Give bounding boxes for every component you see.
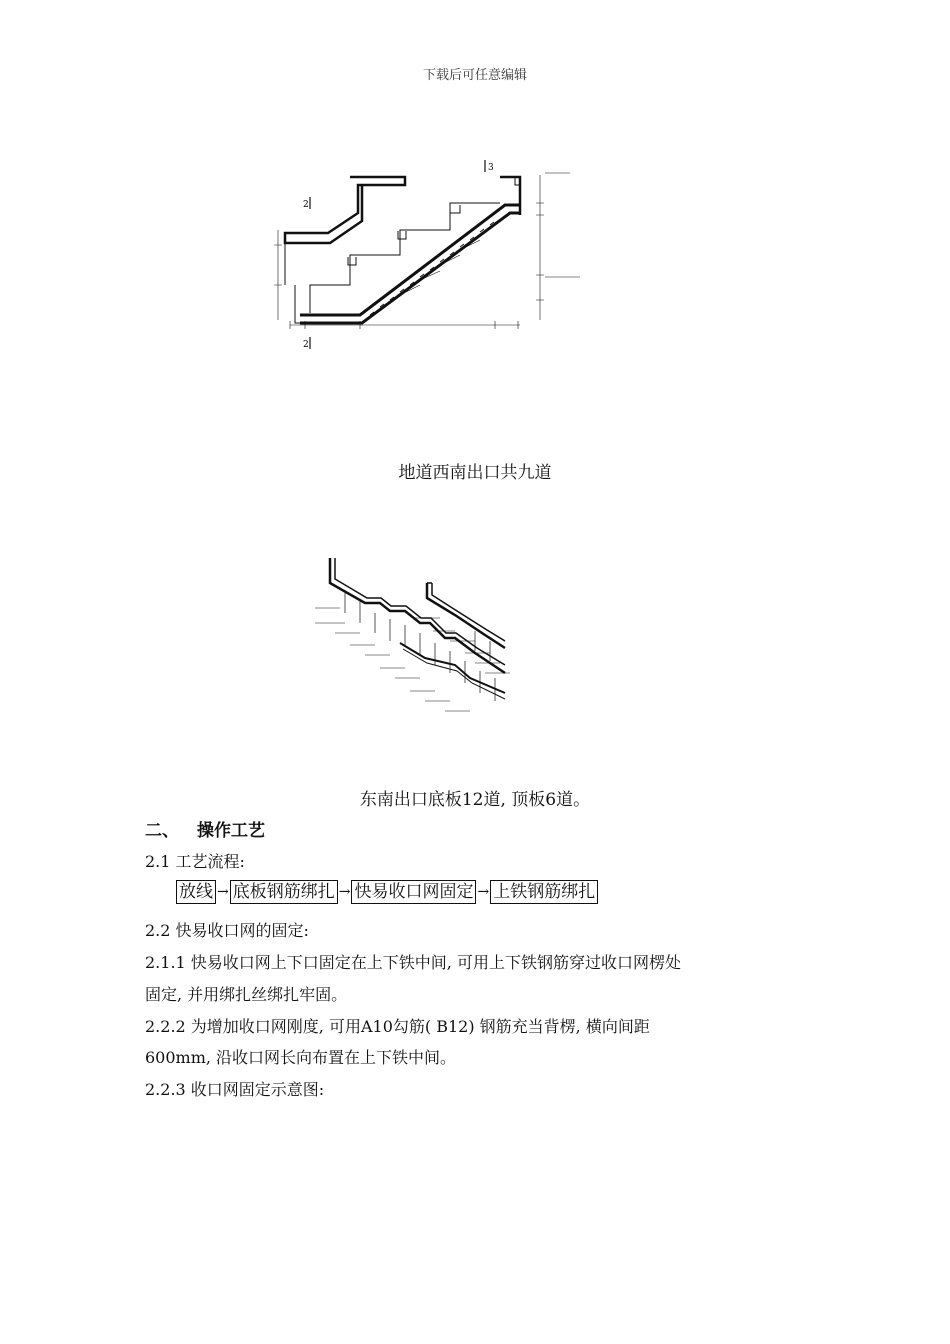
flow-step-3: 快易收口网固定 <box>351 880 476 904</box>
section-mark-right: 3 <box>488 163 494 173</box>
section-title: 操作工艺 <box>197 821 265 841</box>
section-number: 二、 <box>145 821 179 841</box>
paragraph-2-2-3: 2.2.3 收口网固定示意图: <box>145 1080 325 1099</box>
process-flow <box>176 880 598 904</box>
stair-section-drawing <box>270 155 590 355</box>
section-mark-top: 2 <box>303 200 309 210</box>
flow-step-4: 上铁钢筋绑扎 <box>490 880 598 904</box>
paragraph-2-1-1-line2: 固定, 并用绑扎丝绑扎牢固。 <box>145 985 348 1004</box>
paragraph-2-1: 2.1 工艺流程: <box>145 852 245 871</box>
flow-step-2: 底板钢筋绑扎 <box>230 880 338 904</box>
flow-arrow-icon: → <box>338 884 351 900</box>
flow-step-1: 放线 <box>176 880 216 904</box>
section-mark-bottom: 2 <box>303 340 309 350</box>
flow-arrow-icon: → <box>477 884 490 900</box>
flow-arrow-icon: → <box>217 884 229 900</box>
stepped-slab-drawing <box>305 553 520 718</box>
paragraph-2-1-1-line1: 2.1.1 快易收口网上下口固定在上下铁中间, 可用上下铁钢筋穿过收口网楞处 <box>145 953 681 972</box>
paragraph-2-2-2-line2: 600mm, 沿收口网长向布置在上下铁中间。 <box>145 1048 457 1067</box>
paragraph-2-2: 2.2 快易收口网的固定: <box>145 921 309 940</box>
paragraph-2-2-2-line1: 2.2.2 为增加收口网刚度, 可用A10勾筋( B12) 钢筋充当背楞, 横向间距 <box>145 1017 650 1036</box>
figure1-caption: 地道西南出口共九道 <box>398 463 552 483</box>
page-header-watermark: 下载后可任意编辑 <box>422 68 527 83</box>
section-heading <box>145 816 265 841</box>
figure2-caption: 东南出口底板12道, 顶板6道。 <box>359 790 591 810</box>
